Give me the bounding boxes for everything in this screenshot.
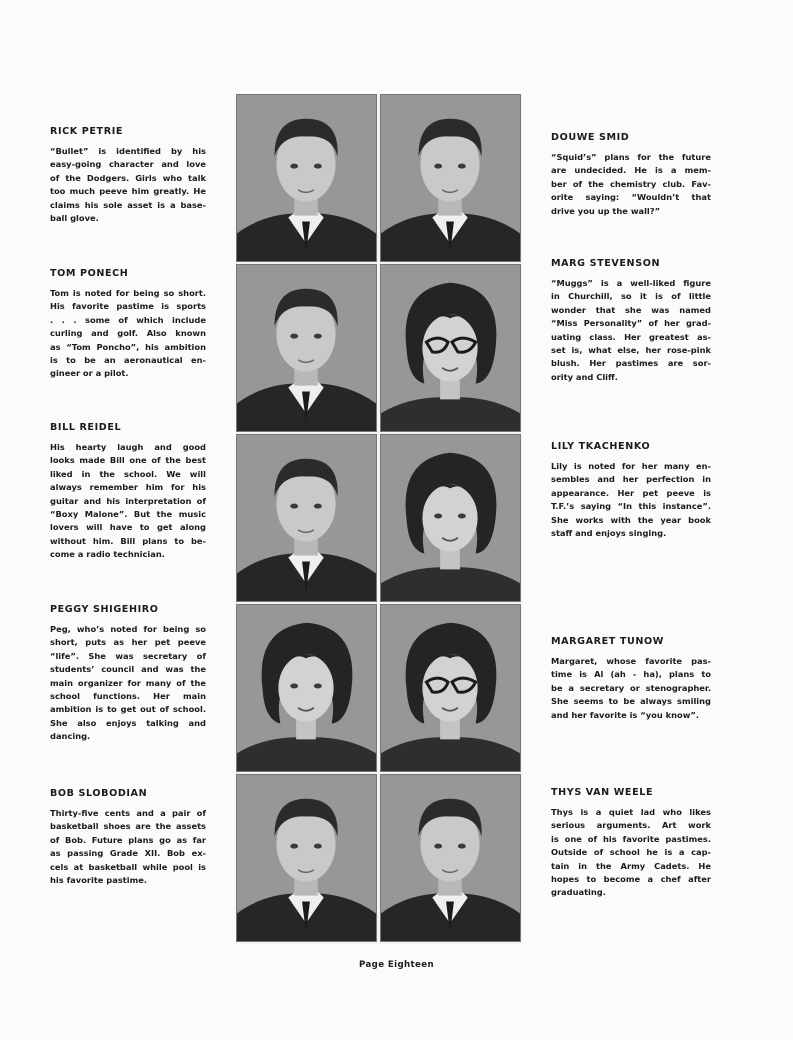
student-bio [50,441,206,562]
bio-line: Thys is a quiet lad who likes [551,807,711,817]
bio-line: Lily is noted for her many en- [551,461,711,471]
portrait-photo [236,94,377,262]
student-name: TOM PONECH [50,268,129,279]
portrait-photo [380,94,521,262]
bio-line: hopes to become a chef after [551,873,711,884]
bio-line: “Squid’s” plans for the future [551,152,711,162]
bio-line: T.F.’s saying “In this instance”. [551,501,711,512]
student-bio [551,151,711,218]
entry-bob-slobodian [50,788,206,887]
bio-line: in Churchill, so it is of little [551,291,711,302]
portrait-photo [236,434,377,602]
bio-line: ambition is to get out of school. [50,704,206,715]
bio-line: “Muggs” is a well-liked figure [551,278,711,288]
bio-line: blush. Her pastimes are sor- [551,358,711,369]
bio-line: is to be an aeronautical en- [50,354,206,365]
portrait-photo [380,604,521,772]
bio-line: as passing Grade XII. Bob ex- [50,848,206,859]
bio-line: wonder that she was named [551,304,711,315]
bio-line: She works with the year book [551,514,711,525]
bio-line: basketball shoes are the assets [50,821,206,832]
bio-line: sembles and her perfection in [551,474,711,485]
bio-line: Tom is noted for being so short. [50,288,206,298]
bio-line: Margaret, whose favorite pas- [551,656,711,666]
bio-line: ority and Cliff. [551,371,618,382]
portrait-photo [380,774,521,942]
bio-line: graduating. [551,887,606,898]
bio-line: of the Dodgers. Girls who talk [50,172,206,183]
bio-line: . . . some of which include [50,314,206,325]
bio-line: without him. Bill plans to be- [50,535,206,546]
bio-line: guitar and his interpretation of [50,495,206,506]
student-name: MARG STEVENSON [551,258,661,269]
student-bio [50,287,206,381]
bio-line: short, puts as her pet peeve [50,637,206,648]
bio-line: Outside of school he is a cap- [551,847,711,858]
student-bio [50,145,206,225]
student-name: THYS VAN WEELE [551,787,654,798]
bio-line: curling and golf. Also known [50,328,206,339]
bio-line: “Bullet” is identified by his [50,146,206,156]
bio-line: dancing. [50,731,91,742]
entry-douwe-smid [551,132,711,218]
bio-line: and her favorite is “you know”. [551,709,700,720]
entry-bill-reidel [50,422,206,562]
bio-line: staff and enjoys singing. [551,527,667,538]
portrait-photo [380,264,521,432]
bio-line: “life”. She was secretary of [50,650,206,661]
bio-line: serious arguments. Art work [551,820,711,831]
bio-line: orite saying: “Wouldn’t that [551,192,711,203]
portrait-grid [236,94,522,944]
bio-line: too much peeve him greatly. He [50,186,206,197]
bio-line: set is, what else, her rose-pink [551,344,711,355]
bio-line: His hearty laugh and good [50,442,206,452]
portrait-photo [380,434,521,602]
bio-line: “Miss Personality” of her grad- [551,318,711,329]
entry-marg-stevenson [551,258,711,384]
student-name: MARGARET TUNOW [551,636,664,647]
bio-line: come a radio technician. [50,549,165,560]
student-bio [551,655,711,722]
bio-line: looks made Bill one of the best [50,455,206,466]
student-name: BILL REIDEL [50,422,122,433]
entry-lily-tkachenko [551,441,711,540]
bio-line: always remember him for his [50,482,206,493]
bio-line: students’ council and was the [50,664,206,675]
student-bio [551,460,711,540]
bio-line: tain in the Army Cadets. He [551,860,711,871]
page-number: Page Eighteen [358,960,434,970]
portrait-photo [236,604,377,772]
bio-line: main organizer for many of the [50,677,206,688]
student-name: LILY TKACHENKO [551,441,651,452]
bio-line: She also enjoys talking and [50,717,206,728]
bio-line: easy-going character and love [50,159,206,170]
bio-line: of Bob. Future plans go as far [50,834,206,845]
student-name: DOUWE SMID [551,132,630,143]
entry-thys-van-weele [551,787,711,900]
bio-line: cels at basketball while pool is [50,861,206,872]
bio-line: gineer or a pilot. [50,368,129,379]
bio-line: ber of the chemistry club. Fav- [551,178,711,189]
bio-line: drive you up the wall?” [551,205,661,216]
student-bio [551,277,711,384]
student-bio [551,806,711,900]
bio-line: are undecided. He is a mem- [551,165,711,176]
bio-line: time is Al (ah - ha), plans to [551,669,711,680]
portrait-photo [236,774,377,942]
student-bio [50,807,206,887]
bio-line: lovers will have to get along [50,522,206,533]
bio-line: be a secretary or stenographer. [551,682,711,693]
bio-line: as “Tom Poncho”, his ambition [50,341,206,352]
bio-line: uating class. Her greatest as- [551,331,711,342]
bio-line: His favorite pastime is sports [50,301,206,312]
student-bio [50,623,206,744]
entry-rick-petrie [50,126,206,225]
bio-line: Peg, who’s noted for being so [50,624,206,634]
bio-line: liked in the school. We will [50,468,206,479]
entry-peggy-shigehiro [50,604,206,744]
bio-line: ball glove. [50,212,99,223]
bio-line: claims his sole asset is a base- [50,199,206,210]
entry-margaret-tunow [551,636,711,722]
bio-line: Thirty-five cents and a pair of [50,808,206,818]
portrait-photo [236,264,377,432]
bio-line: appearance. Her pet peeve is [551,487,711,498]
student-name: BOB SLOBODIAN [50,788,148,799]
student-name: RICK PETRIE [50,126,124,137]
bio-line: “Boxy Malone”. But the music [50,508,206,519]
bio-line: is one of his favorite pastimes. [551,833,711,844]
student-name: PEGGY SHIGEHIRO [50,604,159,615]
bio-line: She seems to be always smiling [551,696,711,707]
bio-line: school functions. Her main [50,690,206,701]
entry-tom-ponech [50,268,206,381]
bio-line: his favorite pastime. [50,874,148,885]
